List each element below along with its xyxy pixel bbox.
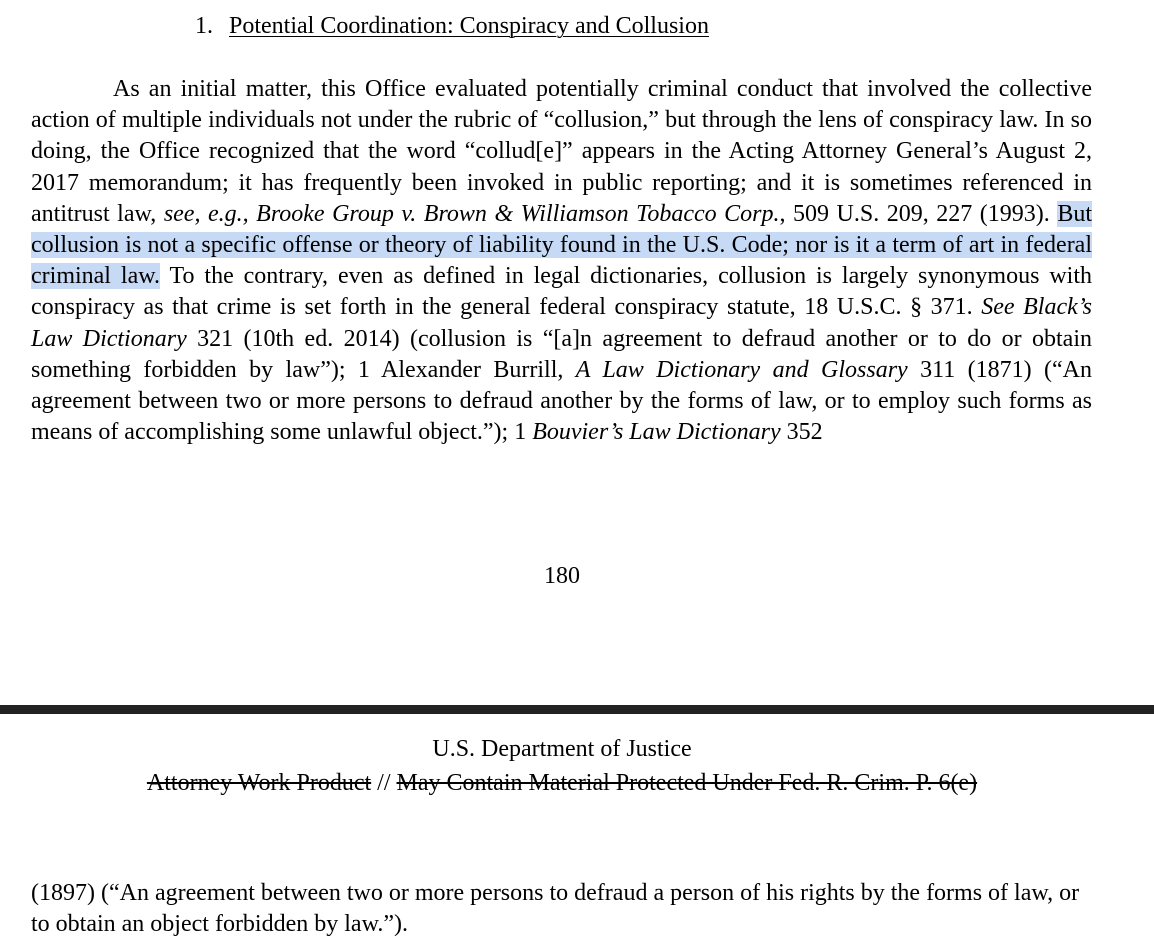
dictionary-citation: See Black’s Law Dictionary — [31, 294, 1092, 352]
continuation-paragraph — [31, 878, 1092, 940]
department-header: U.S. Department of Justice — [432, 736, 692, 762]
text-run: 352 — [780, 419, 823, 446]
text-run: , 509 U.S. 209, 227 (1993). — [779, 200, 1058, 227]
body-paragraph — [31, 74, 1092, 448]
section-number: 1. — [195, 13, 213, 39]
section-heading — [195, 10, 709, 42]
paragraph-text[interactable] — [31, 74, 1092, 448]
dictionary-citation: A Law Dictionary and Glossary — [575, 356, 908, 383]
selected-text-highlight[interactable]: But collusion is not a specific offense or theory of liability found in the U.S. Code; nor is it a term of art in federal criminal law. — [31, 200, 1093, 290]
marking-separator: // — [371, 770, 397, 796]
text-run: 311 (1871) (“An agreement between two or more persons to defraud another by the forms of law, or to employ such forms as means of accomplishing some unlawful object.”); 1 — [31, 356, 1092, 446]
case-citation: see, e.g., Brooke Group v. Brown & Williamson Tobacco Corp. — [163, 200, 780, 227]
dictionary-citation: Bouvier’s Law Dictionary — [532, 419, 781, 446]
page-break-divider — [0, 705, 1154, 714]
struck-marking-left: Attorney Work Product — [146, 770, 372, 796]
section-title: Potential Coordination: Conspiracy and Collusion — [229, 13, 709, 39]
text-run: As an initial matter, this Office evaluated potentially criminal conduct that involved the collective action of multiple individuals not under the rubric of “collusion,” but through the lens of conspiracy law. In so doing, the Office recognized that the word “collud[e]” appears in the Acting Attorney General’s August 2, 2017 memorandum; it has frequently been invoked in public reporting; and it is sometimes referenced in antitrust law, — [31, 76, 1092, 227]
continuation-text[interactable]: (1897) (“An agreement between two or more persons to defraud a person of his rights by the forms of law, or to obtain an object forbidden by law.”). — [31, 880, 1080, 938]
struck-marking-right: May Contain Material Protected Under Fed. R. Crim. P. 6(e) — [396, 770, 978, 796]
text-run: 321 (10th ed. 2014) (collusion is “[a]n agreement to defraud another or to do or obtain something forbidden by law”); 1 Alexander Burrill, — [31, 325, 1093, 383]
protection-marking — [0, 767, 1124, 799]
page-number: 180 — [544, 563, 580, 589]
text-run: To the contrary, even as defined in legal dictionaries, collusion is largely synonymous with conspiracy as that crime is set forth in the general federal conspiracy statute, 18 U.S.C. § 371. — [31, 263, 1092, 321]
